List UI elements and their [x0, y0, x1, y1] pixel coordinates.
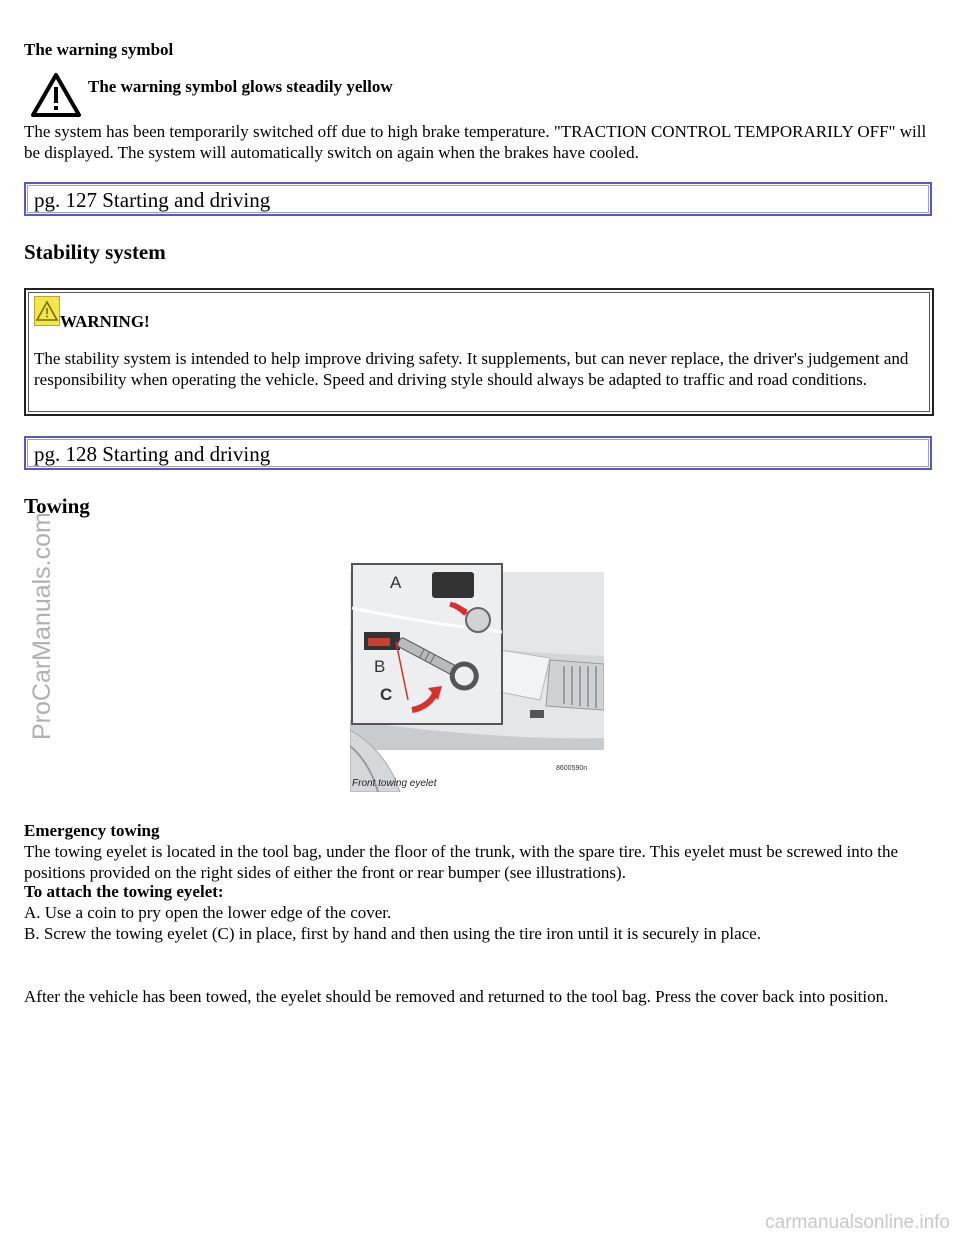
stability-heading: Stability system [24, 240, 166, 264]
page-reference-127 [24, 182, 932, 216]
page-reference-128-text: pg. 128 Starting and driving [34, 442, 271, 466]
label-c: C [380, 685, 393, 704]
attach-eyelet-section [24, 881, 936, 944]
attach-step-b: B. Screw the towing eyelet (C) in place, first by hand and then using the tire iron until it is securely in place. [24, 924, 761, 943]
label-b: B [374, 657, 386, 676]
attach-eyelet-heading: To attach the towing eyelet: [24, 882, 224, 901]
watermark-left: ProCarManuals.com [28, 512, 56, 740]
after-towing-text: After the vehicle has been towed, the eyelet should be removed and returned to the tool bag. Press the cover back into position. [24, 987, 889, 1006]
page-reference-128 [24, 436, 932, 470]
towing-heading: Towing [24, 494, 90, 518]
warning-symbol-subheading: The warning symbol glows steadily yellow [88, 77, 393, 96]
yellow-warning-icon [34, 296, 60, 326]
stability-warning-text: The stability system is intended to help improve driving safety. It supplements, but can never replace, the driver's judgement and responsibility when operating the vehicle. Speed and driving style should always be adapted to traffic and road conditions. [34, 349, 909, 389]
emergency-towing-section [24, 820, 936, 883]
warning-symbol-paragraph: The system has been temporarily switched off due to high brake temperature. "TRACTION CONTROL TEMPORARILY OFF" will be displayed. The system will automatically switch on again when the brakes have cooled. [24, 122, 927, 162]
warning-symbol-heading: The warning symbol [24, 40, 174, 59]
watermark-bottom: carmanualsonline.info [765, 1212, 950, 1233]
stability-warning-box [24, 288, 934, 416]
page-reference-127-text: pg. 127 Starting and driving [34, 188, 271, 212]
emergency-towing-text: The towing eyelet is located in the tool bag, under the floor of the trunk, with the spare tire. This eyelet must be screwed into the positions provided on the right sides of either the front or rear bumper (see illustrations). [24, 842, 898, 882]
figure-code: 8600590n [556, 765, 588, 772]
warning-triangle-icon [30, 72, 82, 118]
warning-title: WARNING! [60, 312, 150, 331]
figure-caption: Front towing eyelet [352, 778, 437, 789]
towing-eyelet-illustration [350, 560, 604, 792]
attach-step-a: A. Use a coin to pry open the lower edge of the cover. [24, 903, 392, 922]
label-a: A [390, 573, 402, 592]
emergency-towing-heading: Emergency towing [24, 821, 160, 840]
